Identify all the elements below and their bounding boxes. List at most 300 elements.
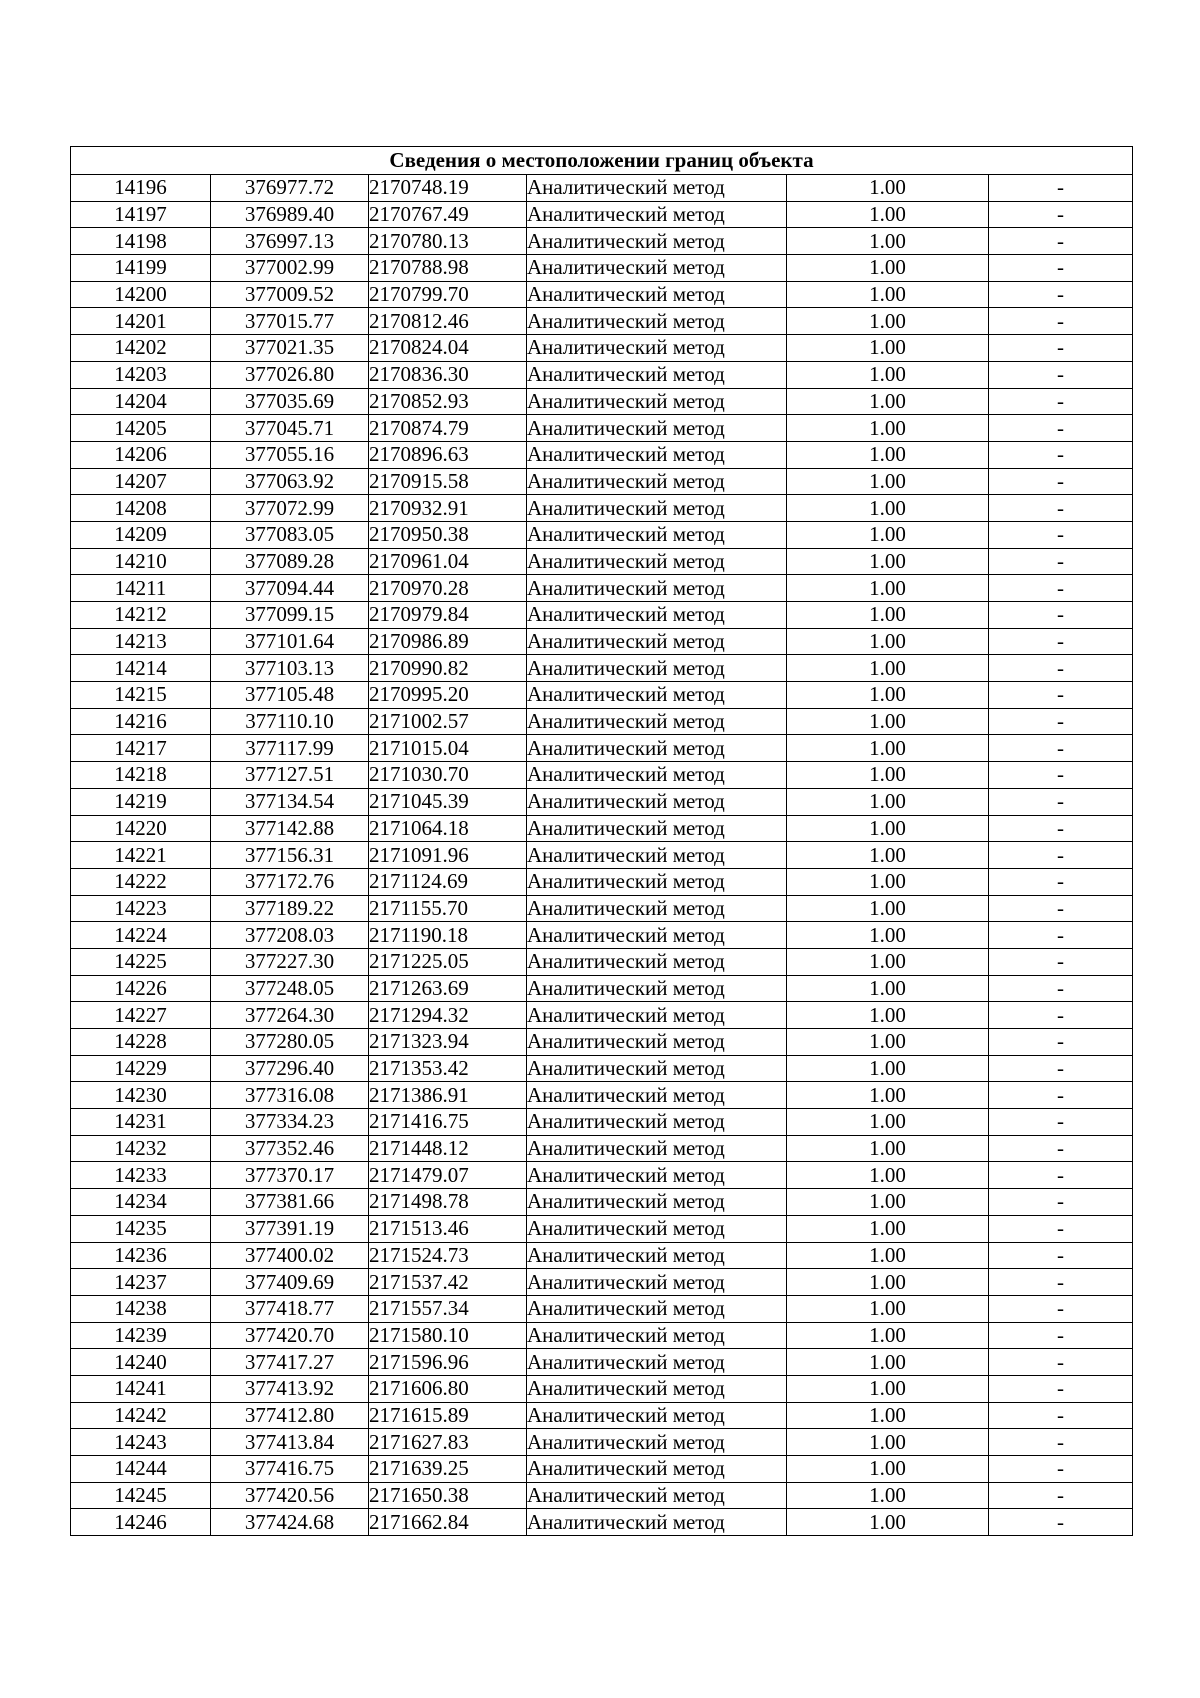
table-row [71, 1215, 1133, 1242]
x-coordinate-cell: 377420.56 [211, 1482, 369, 1509]
point-number-cell: 14243 [71, 1429, 211, 1456]
x-coordinate-cell: 377418.77 [211, 1295, 369, 1322]
table-row [71, 1082, 1133, 1109]
accuracy-cell: 1.00 [787, 1456, 989, 1483]
x-coordinate-cell: 377105.48 [211, 682, 369, 709]
accuracy-cell: 1.00 [787, 255, 989, 282]
y-coordinate-cell: 2170748.19 [369, 175, 527, 202]
note-cell: - [989, 415, 1133, 442]
accuracy-cell: 1.00 [787, 682, 989, 709]
accuracy-cell: 1.00 [787, 975, 989, 1002]
note-cell: - [989, 228, 1133, 255]
y-coordinate-cell: 2171045.39 [369, 788, 527, 815]
table-row [71, 175, 1133, 202]
note-cell: - [989, 842, 1133, 869]
note-cell: - [989, 1269, 1133, 1296]
point-number-cell: 14216 [71, 708, 211, 735]
point-number-cell: 14227 [71, 1002, 211, 1029]
y-coordinate-cell: 2171263.69 [369, 975, 527, 1002]
accuracy-cell: 1.00 [787, 441, 989, 468]
table-row [71, 521, 1133, 548]
y-coordinate-cell: 2171225.05 [369, 948, 527, 975]
x-coordinate-cell: 377134.54 [211, 788, 369, 815]
note-cell: - [989, 361, 1133, 388]
method-cell: Аналитический метод [527, 1375, 787, 1402]
point-number-cell: 14210 [71, 548, 211, 575]
x-coordinate-cell: 377208.03 [211, 922, 369, 949]
method-cell: Аналитический метод [527, 521, 787, 548]
method-cell: Аналитический метод [527, 895, 787, 922]
point-number-cell: 14228 [71, 1029, 211, 1056]
accuracy-cell: 1.00 [787, 415, 989, 442]
method-cell: Аналитический метод [527, 308, 787, 335]
method-cell: Аналитический метод [527, 1029, 787, 1056]
x-coordinate-cell: 377381.66 [211, 1189, 369, 1216]
note-cell: - [989, 201, 1133, 228]
point-number-cell: 14197 [71, 201, 211, 228]
accuracy-cell: 1.00 [787, 1349, 989, 1376]
accuracy-cell: 1.00 [787, 1109, 989, 1136]
method-cell: Аналитический метод [527, 1482, 787, 1509]
note-cell: - [989, 441, 1133, 468]
accuracy-cell: 1.00 [787, 521, 989, 548]
note-cell: - [989, 1429, 1133, 1456]
y-coordinate-cell: 2170788.98 [369, 255, 527, 282]
method-cell: Аналитический метод [527, 361, 787, 388]
table-title: Сведения о местоположении границ объекта [71, 147, 1133, 175]
point-number-cell: 14212 [71, 602, 211, 629]
table-row [71, 1349, 1133, 1376]
method-cell: Аналитический метод [527, 201, 787, 228]
point-number-cell: 14242 [71, 1402, 211, 1429]
note-cell: - [989, 1162, 1133, 1189]
method-cell: Аналитический метод [527, 842, 787, 869]
table-row [71, 628, 1133, 655]
table-row [71, 1375, 1133, 1402]
table-row [71, 201, 1133, 228]
method-cell: Аналитический метод [527, 1215, 787, 1242]
point-number-cell: 14230 [71, 1082, 211, 1109]
point-number-cell: 14246 [71, 1509, 211, 1536]
x-coordinate-cell: 377117.99 [211, 735, 369, 762]
point-number-cell: 14206 [71, 441, 211, 468]
accuracy-cell: 1.00 [787, 948, 989, 975]
note-cell: - [989, 788, 1133, 815]
table-row [71, 735, 1133, 762]
table-row [71, 762, 1133, 789]
x-coordinate-cell: 377413.92 [211, 1375, 369, 1402]
x-coordinate-cell: 377412.80 [211, 1402, 369, 1429]
table-row [71, 1509, 1133, 1536]
y-coordinate-cell: 2170986.89 [369, 628, 527, 655]
method-cell: Аналитический метод [527, 495, 787, 522]
table-row [71, 255, 1133, 282]
y-coordinate-cell: 2170780.13 [369, 228, 527, 255]
x-coordinate-cell: 377101.64 [211, 628, 369, 655]
x-coordinate-cell: 377417.27 [211, 1349, 369, 1376]
note-cell: - [989, 762, 1133, 789]
method-cell: Аналитический метод [527, 1242, 787, 1269]
note-cell: - [989, 1456, 1133, 1483]
method-cell: Аналитический метод [527, 1082, 787, 1109]
point-number-cell: 14239 [71, 1322, 211, 1349]
y-coordinate-cell: 2171479.07 [369, 1162, 527, 1189]
table-row [71, 468, 1133, 495]
accuracy-cell: 1.00 [787, 602, 989, 629]
y-coordinate-cell: 2171627.83 [369, 1429, 527, 1456]
method-cell: Аналитический метод [527, 1295, 787, 1322]
accuracy-cell: 1.00 [787, 1295, 989, 1322]
x-coordinate-cell: 377264.30 [211, 1002, 369, 1029]
x-coordinate-cell: 377009.52 [211, 281, 369, 308]
table-row [71, 548, 1133, 575]
table-row [71, 228, 1133, 255]
method-cell: Аналитический метод [527, 948, 787, 975]
table-row [71, 1429, 1133, 1456]
y-coordinate-cell: 2170824.04 [369, 335, 527, 362]
boundary-coordinates-table [70, 146, 1133, 1536]
y-coordinate-cell: 2171002.57 [369, 708, 527, 735]
x-coordinate-cell: 377413.84 [211, 1429, 369, 1456]
point-number-cell: 14217 [71, 735, 211, 762]
method-cell: Аналитический метод [527, 868, 787, 895]
method-cell: Аналитический метод [527, 922, 787, 949]
point-number-cell: 14208 [71, 495, 211, 522]
accuracy-cell: 1.00 [787, 175, 989, 202]
x-coordinate-cell: 377099.15 [211, 602, 369, 629]
accuracy-cell: 1.00 [787, 281, 989, 308]
note-cell: - [989, 388, 1133, 415]
accuracy-cell: 1.00 [787, 1402, 989, 1429]
note-cell: - [989, 1029, 1133, 1056]
point-number-cell: 14198 [71, 228, 211, 255]
y-coordinate-cell: 2170932.91 [369, 495, 527, 522]
method-cell: Аналитический метод [527, 788, 787, 815]
accuracy-cell: 1.00 [787, 495, 989, 522]
method-cell: Аналитический метод [527, 1456, 787, 1483]
note-cell: - [989, 735, 1133, 762]
table-row [71, 1029, 1133, 1056]
note-cell: - [989, 575, 1133, 602]
point-number-cell: 14205 [71, 415, 211, 442]
method-cell: Аналитический метод [527, 628, 787, 655]
table-row [71, 975, 1133, 1002]
x-coordinate-cell: 377409.69 [211, 1269, 369, 1296]
x-coordinate-cell: 377055.16 [211, 441, 369, 468]
x-coordinate-cell: 377248.05 [211, 975, 369, 1002]
accuracy-cell: 1.00 [787, 201, 989, 228]
y-coordinate-cell: 2170836.30 [369, 361, 527, 388]
y-coordinate-cell: 2171580.10 [369, 1322, 527, 1349]
x-coordinate-cell: 377045.71 [211, 415, 369, 442]
x-coordinate-cell: 377015.77 [211, 308, 369, 335]
note-cell: - [989, 1109, 1133, 1136]
method-cell: Аналитический метод [527, 815, 787, 842]
method-cell: Аналитический метод [527, 1322, 787, 1349]
accuracy-cell: 1.00 [787, 842, 989, 869]
accuracy-cell: 1.00 [787, 1509, 989, 1536]
x-coordinate-cell: 377072.99 [211, 495, 369, 522]
table-row [71, 1482, 1133, 1509]
point-number-cell: 14235 [71, 1215, 211, 1242]
method-cell: Аналитический метод [527, 1189, 787, 1216]
x-coordinate-cell: 377370.17 [211, 1162, 369, 1189]
accuracy-cell: 1.00 [787, 815, 989, 842]
note-cell: - [989, 1349, 1133, 1376]
y-coordinate-cell: 2171524.73 [369, 1242, 527, 1269]
table-row [71, 1189, 1133, 1216]
point-number-cell: 14231 [71, 1109, 211, 1136]
method-cell: Аналитический метод [527, 1135, 787, 1162]
table-row [71, 1269, 1133, 1296]
y-coordinate-cell: 2170812.46 [369, 308, 527, 335]
table-row [71, 1109, 1133, 1136]
table-row [71, 1456, 1133, 1483]
y-coordinate-cell: 2171124.69 [369, 868, 527, 895]
note-cell: - [989, 708, 1133, 735]
accuracy-cell: 1.00 [787, 1162, 989, 1189]
y-coordinate-cell: 2170970.28 [369, 575, 527, 602]
table-row [71, 1002, 1133, 1029]
x-coordinate-cell: 377316.08 [211, 1082, 369, 1109]
note-cell: - [989, 1509, 1133, 1536]
note-cell: - [989, 655, 1133, 682]
y-coordinate-cell: 2171155.70 [369, 895, 527, 922]
method-cell: Аналитический метод [527, 575, 787, 602]
note-cell: - [989, 895, 1133, 922]
y-coordinate-cell: 2171353.42 [369, 1055, 527, 1082]
y-coordinate-cell: 2170767.49 [369, 201, 527, 228]
note-cell: - [989, 1375, 1133, 1402]
note-cell: - [989, 1322, 1133, 1349]
accuracy-cell: 1.00 [787, 895, 989, 922]
table-row [71, 388, 1133, 415]
table-row [71, 682, 1133, 709]
note-cell: - [989, 602, 1133, 629]
table-row [71, 868, 1133, 895]
document-page [70, 146, 1132, 1536]
method-cell: Аналитический метод [527, 255, 787, 282]
point-number-cell: 14238 [71, 1295, 211, 1322]
table-row [71, 308, 1133, 335]
method-cell: Аналитический метод [527, 1349, 787, 1376]
note-cell: - [989, 1215, 1133, 1242]
table-row [71, 708, 1133, 735]
method-cell: Аналитический метод [527, 415, 787, 442]
y-coordinate-cell: 2170915.58 [369, 468, 527, 495]
accuracy-cell: 1.00 [787, 708, 989, 735]
note-cell: - [989, 255, 1133, 282]
x-coordinate-cell: 377002.99 [211, 255, 369, 282]
note-cell: - [989, 1295, 1133, 1322]
point-number-cell: 14229 [71, 1055, 211, 1082]
y-coordinate-cell: 2171386.91 [369, 1082, 527, 1109]
x-coordinate-cell: 377083.05 [211, 521, 369, 548]
y-coordinate-cell: 2170990.82 [369, 655, 527, 682]
y-coordinate-cell: 2170961.04 [369, 548, 527, 575]
accuracy-cell: 1.00 [787, 468, 989, 495]
accuracy-cell: 1.00 [787, 1269, 989, 1296]
x-coordinate-cell: 377026.80 [211, 361, 369, 388]
table-title-row [71, 147, 1133, 175]
accuracy-cell: 1.00 [787, 1242, 989, 1269]
x-coordinate-cell: 377127.51 [211, 762, 369, 789]
accuracy-cell: 1.00 [787, 1322, 989, 1349]
x-coordinate-cell: 377227.30 [211, 948, 369, 975]
x-coordinate-cell: 377424.68 [211, 1509, 369, 1536]
point-number-cell: 14209 [71, 521, 211, 548]
table-row [71, 655, 1133, 682]
accuracy-cell: 1.00 [787, 788, 989, 815]
point-number-cell: 14201 [71, 308, 211, 335]
method-cell: Аналитический метод [527, 1402, 787, 1429]
point-number-cell: 14240 [71, 1349, 211, 1376]
x-coordinate-cell: 377094.44 [211, 575, 369, 602]
table-row [71, 602, 1133, 629]
accuracy-cell: 1.00 [787, 335, 989, 362]
method-cell: Аналитический метод [527, 1002, 787, 1029]
note-cell: - [989, 1055, 1133, 1082]
point-number-cell: 14219 [71, 788, 211, 815]
accuracy-cell: 1.00 [787, 735, 989, 762]
accuracy-cell: 1.00 [787, 1002, 989, 1029]
x-coordinate-cell: 377103.13 [211, 655, 369, 682]
y-coordinate-cell: 2171015.04 [369, 735, 527, 762]
point-number-cell: 14218 [71, 762, 211, 789]
x-coordinate-cell: 377400.02 [211, 1242, 369, 1269]
accuracy-cell: 1.00 [787, 1189, 989, 1216]
table-row [71, 361, 1133, 388]
method-cell: Аналитический метод [527, 281, 787, 308]
x-coordinate-cell: 377110.10 [211, 708, 369, 735]
method-cell: Аналитический метод [527, 441, 787, 468]
method-cell: Аналитический метод [527, 975, 787, 1002]
x-coordinate-cell: 377189.22 [211, 895, 369, 922]
point-number-cell: 14220 [71, 815, 211, 842]
y-coordinate-cell: 2171294.32 [369, 1002, 527, 1029]
y-coordinate-cell: 2171639.25 [369, 1456, 527, 1483]
y-coordinate-cell: 2170896.63 [369, 441, 527, 468]
x-coordinate-cell: 377391.19 [211, 1215, 369, 1242]
method-cell: Аналитический метод [527, 175, 787, 202]
note-cell: - [989, 548, 1133, 575]
accuracy-cell: 1.00 [787, 868, 989, 895]
table-row [71, 788, 1133, 815]
accuracy-cell: 1.00 [787, 575, 989, 602]
table-row [71, 575, 1133, 602]
point-number-cell: 14196 [71, 175, 211, 202]
x-coordinate-cell: 376989.40 [211, 201, 369, 228]
method-cell: Аналитический метод [527, 708, 787, 735]
method-cell: Аналитический метод [527, 1429, 787, 1456]
point-number-cell: 14237 [71, 1269, 211, 1296]
method-cell: Аналитический метод [527, 1109, 787, 1136]
y-coordinate-cell: 2170950.38 [369, 521, 527, 548]
x-coordinate-cell: 377296.40 [211, 1055, 369, 1082]
method-cell: Аналитический метод [527, 388, 787, 415]
method-cell: Аналитический метод [527, 762, 787, 789]
accuracy-cell: 1.00 [787, 1482, 989, 1509]
table-row [71, 948, 1133, 975]
note-cell: - [989, 175, 1133, 202]
point-number-cell: 14233 [71, 1162, 211, 1189]
accuracy-cell: 1.00 [787, 548, 989, 575]
accuracy-cell: 1.00 [787, 1375, 989, 1402]
table-row [71, 1055, 1133, 1082]
table-row [71, 1135, 1133, 1162]
note-cell: - [989, 1002, 1133, 1029]
method-cell: Аналитический метод [527, 1055, 787, 1082]
note-cell: - [989, 495, 1133, 522]
method-cell: Аналитический метод [527, 655, 787, 682]
note-cell: - [989, 1482, 1133, 1509]
accuracy-cell: 1.00 [787, 922, 989, 949]
x-coordinate-cell: 377089.28 [211, 548, 369, 575]
table-row [71, 281, 1133, 308]
note-cell: - [989, 868, 1133, 895]
note-cell: - [989, 815, 1133, 842]
table-row [71, 815, 1133, 842]
x-coordinate-cell: 377416.75 [211, 1456, 369, 1483]
note-cell: - [989, 521, 1133, 548]
y-coordinate-cell: 2171650.38 [369, 1482, 527, 1509]
accuracy-cell: 1.00 [787, 1055, 989, 1082]
x-coordinate-cell: 377172.76 [211, 868, 369, 895]
table-row [71, 441, 1133, 468]
y-coordinate-cell: 2170995.20 [369, 682, 527, 709]
point-number-cell: 14244 [71, 1456, 211, 1483]
point-number-cell: 14222 [71, 868, 211, 895]
note-cell: - [989, 1402, 1133, 1429]
note-cell: - [989, 335, 1133, 362]
note-cell: - [989, 1189, 1133, 1216]
y-coordinate-cell: 2171557.34 [369, 1295, 527, 1322]
y-coordinate-cell: 2171190.18 [369, 922, 527, 949]
accuracy-cell: 1.00 [787, 655, 989, 682]
x-coordinate-cell: 377352.46 [211, 1135, 369, 1162]
note-cell: - [989, 308, 1133, 335]
x-coordinate-cell: 376977.72 [211, 175, 369, 202]
table-row [71, 895, 1133, 922]
point-number-cell: 14199 [71, 255, 211, 282]
accuracy-cell: 1.00 [787, 308, 989, 335]
y-coordinate-cell: 2170852.93 [369, 388, 527, 415]
x-coordinate-cell: 377156.31 [211, 842, 369, 869]
table-row [71, 922, 1133, 949]
x-coordinate-cell: 376997.13 [211, 228, 369, 255]
point-number-cell: 14215 [71, 682, 211, 709]
accuracy-cell: 1.00 [787, 388, 989, 415]
y-coordinate-cell: 2170799.70 [369, 281, 527, 308]
note-cell: - [989, 281, 1133, 308]
point-number-cell: 14236 [71, 1242, 211, 1269]
x-coordinate-cell: 377420.70 [211, 1322, 369, 1349]
x-coordinate-cell: 377334.23 [211, 1109, 369, 1136]
note-cell: - [989, 682, 1133, 709]
point-number-cell: 14213 [71, 628, 211, 655]
y-coordinate-cell: 2170979.84 [369, 602, 527, 629]
x-coordinate-cell: 377021.35 [211, 335, 369, 362]
table-row [71, 335, 1133, 362]
accuracy-cell: 1.00 [787, 762, 989, 789]
point-number-cell: 14211 [71, 575, 211, 602]
table-row [71, 1322, 1133, 1349]
method-cell: Аналитический метод [527, 1269, 787, 1296]
table-row [71, 495, 1133, 522]
x-coordinate-cell: 377280.05 [211, 1029, 369, 1056]
table-row [71, 1295, 1133, 1322]
method-cell: Аналитический метод [527, 602, 787, 629]
